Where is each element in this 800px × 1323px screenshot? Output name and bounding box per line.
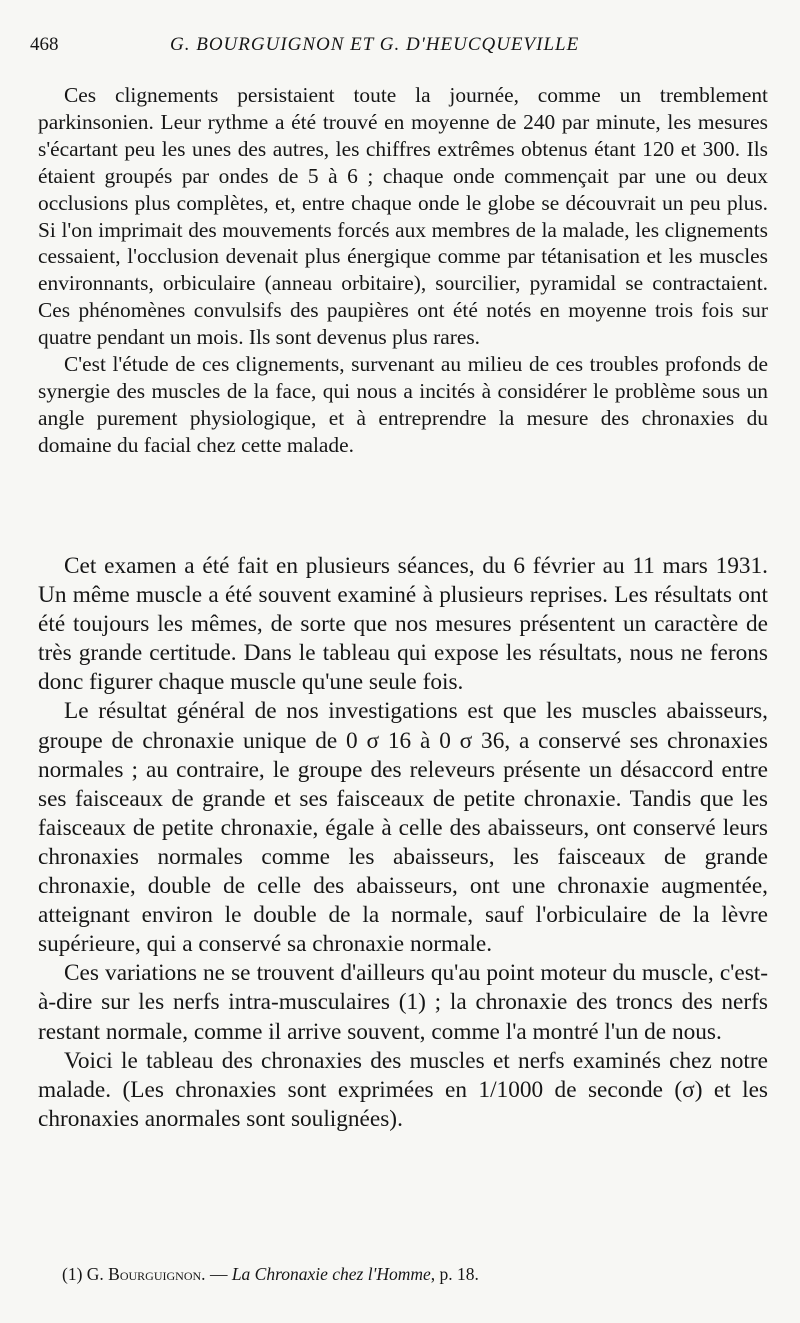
footnote-author: Bourguignon. xyxy=(108,1264,206,1284)
paragraph: Voici le tableau des chronaxies des muscles et nerfs examinés chez notre malade. (Les chronaxies sont exprimées en 1/1000 de seconde (σ) et les chronaxies anormales sont soulignées). xyxy=(38,1047,768,1132)
paragraph: Cet examen a été fait en plusieurs séances, du 6 février au 11 mars 1931. Un même muscle a été souvent examiné à plusieurs reprises. Les résultats ont été toujours les mêmes, de sorte que nos mesures présentent un caractère de très grande certitude. Dans le tableau qui expose les résultats, nous ne ferons donc figurer chaque muscle qu'une seule fois. xyxy=(38,553,768,696)
paragraph: Ces variations ne se trouvent d'ailleurs qu'au point moteur du muscle, c'est-à-dire sur les nerfs intra-musculaires (1) ; la chronaxie des troncs des nerfs restant normale, comme il arrive souvent, comme l'a montré l'un de nous. xyxy=(38,960,768,1045)
text-block-main xyxy=(38,552,768,1134)
running-head: G. BOURGUIGNON ET G. D'HEUCQUEVILLE xyxy=(170,34,580,55)
page-header xyxy=(30,34,770,62)
footnote xyxy=(62,1264,479,1285)
text-block-top xyxy=(38,82,768,459)
page-number: 468 xyxy=(30,34,59,55)
footnote-page: , p. 18. xyxy=(430,1264,479,1284)
footnote-dash: — xyxy=(205,1264,232,1284)
paragraph: Ces clignements persistaient toute la journée, comme un tremblement parkinsonien. Leur rythme a été trouvé en moyenne de 240 par minute, les mesures s'écartant peu les unes des autres, les chiffres extrêmes obtenus étant 120 et 300. Ils étaient groupés par ondes de 5 à 6 ; chaque onde commençait par une ou deux occlusions plus complètes, et, entre chaque onde le globe se découvrait un peu plus. Si l'on imprimait des mouvements forcés aux membres de la malade, les clignements cessaient, l'occlusion devenait plus énergique comme par tétanisation et les muscles environnants, orbiculaire (anneau orbitaire), sourcilier, pyramidal se contractaient. Ces phénomènes convulsifs des paupières ont été notés en moyenne trois fois sur quatre pendant un mois. Ils sont devenus plus rares. xyxy=(38,83,768,350)
footnote-title: La Chronaxie chez l'Homme xyxy=(231,1264,431,1284)
paragraph: Le résultat général de nos investigations est que les muscles abaisseurs, groupe de chronaxie unique de 0 σ 16 à 0 σ 36, a conservé ses chronaxies normales ; au contraire, le groupe des releveurs présente un désaccord entre ses faisceaux de grande et ses faisceaux de petite chronaxie. Tandis que les faisceaux de petite chronaxie, égale à celle des abaisseurs, ont conservé leurs chronaxies normales comme les abaisseurs, les faisceaux de grande chronaxie, double de celle des abaisseurs, ont une chronaxie augmentée, atteignant environ le double de la normale, sauf l'orbiculaire de la lèvre supérieure, qui a conservé sa chronaxie normale. xyxy=(38,698,768,958)
footnote-marker: (1) G. xyxy=(62,1264,104,1284)
paragraph: C'est l'étude de ces clignements, survenant au milieu de ces troubles profonds de synergie des muscles de la face, qui nous a incités à considérer le problème sous un angle purement physiologique, et à entreprendre la mesure des chronaxies du domaine du facial chez cette malade. xyxy=(38,352,768,457)
